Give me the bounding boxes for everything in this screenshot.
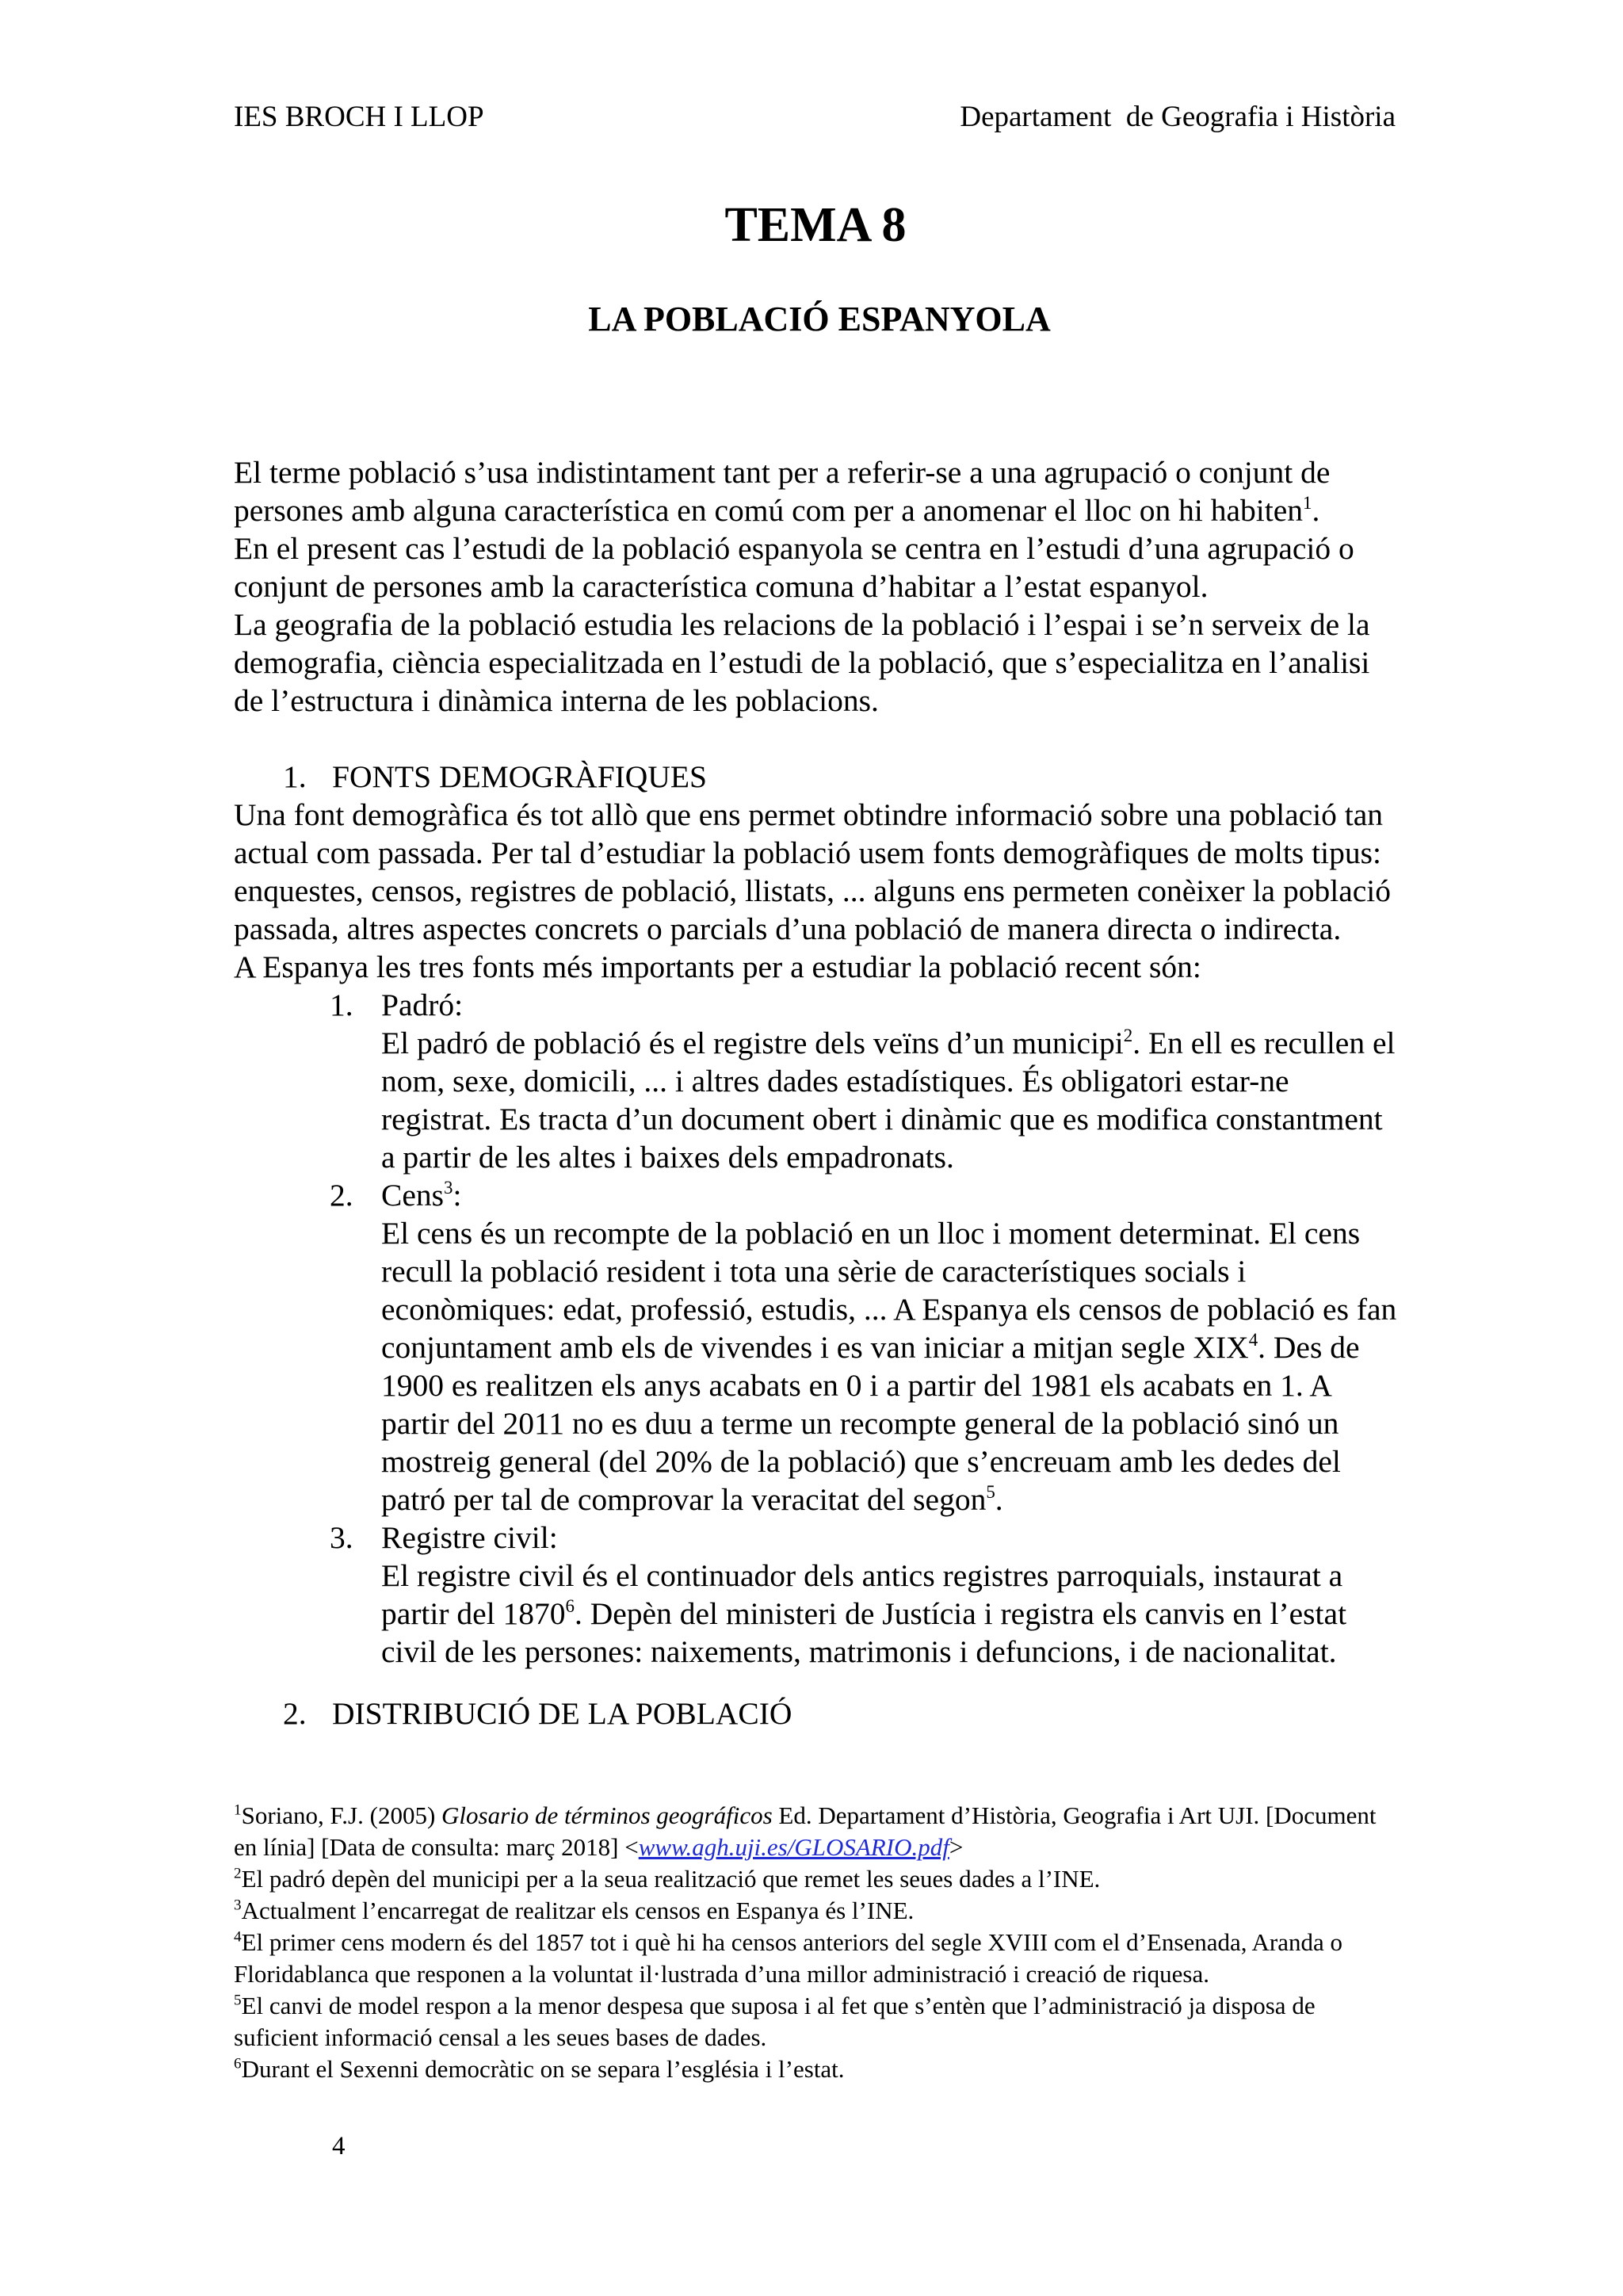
list-item-padro-body: El padró de població és el registre dels veïns d’un municipi$^2$. En ell es recullen el nom, sexe, domicili, ... i altres dades estadístiques. És obligatori estar-ne registrat. Es tracta d’un document obert i dinàmic que es modifica constantment a partir de les altes i baixes dels empadronats. [381,1026,1396,1175]
footnotes [234,1800,1399,2085]
list-item-cens: 2. Cens$^3$: [330,1178,462,1213]
footnote-2: $^2$El padró depèn del municipi per a la seua realització que remet les seues dades a l’INE. [234,1865,1101,1893]
section-1-paragraph-1: Una font demogràfica és tot allò que ens permet obtindre informació sobre una població tan actual com passada. Per tal d’estudiar la població usem fonts demogràfiques de molts tipus: enquestes, censos, registres de població, llistats, ... alguns ens permeten conèixer la població passada, altres aspectes concrets o parcials d’una població de manera directa o indirecta. [234,797,1391,946]
footnote-ref-1: 1 [1303,493,1312,514]
footnote-ref-6: 6 [565,1596,575,1617]
page-subtitle: LA POBLACIÓ ESPANYOLA [588,300,1051,338]
spacer [234,720,1399,758]
list-item-cens-body: El cens és un recompte de la població en un lloc i moment determinat. El cens recull la població resident i tota una sèrie de característiques socials i econòmiques: edat, professió, estudis, ... A Espanya els censos de població es fan conjuntament amb els de vivendes i es van iniciar a mitjan segle XIX$^4$. Des de 1900 es realitzen els anys acabats en 0 i a partir del 1981 els acabats en 1. A partir del 2011 no es duu a terme un recompte general de la població sinó un mostreig general (del 20% de la població) que s’encreuam amb les dedes del patró per tal de comprovar la veracitat del segon$^5$. [381,1216,1397,1517]
footnote-ref-2: 2 [1123,1026,1133,1046]
header-school: IES BROCH I LLOP [234,101,484,133]
footnote-1: $^1$Soriano, F.J. (2005) Glosario de términos geográficos Ed. Departament d’Història, Geografia i Art UJI. [Document en línia] [Data de consulta: març 2018] <www.agh.uji.es/GLOSARIO.pdf> [234,1801,1377,1861]
list-item-registre-civil: 3. Registre civil: [330,1520,558,1555]
document-body [234,453,1399,1733]
footnote-ref-5: 5 [986,1482,995,1503]
footnote-ref-4: 4 [1248,1330,1258,1350]
list-item-registre-civil-body: El registre civil és el continuador dels antics registres parroquials, instaurat a partir del 1870$^6$. Depèn del ministeri de Justícia i registra els canvis en l’estat civil de les persones: naixements, matrimonis i defuncions, i de nacionalitat. [381,1558,1347,1669]
footnote-5: $^5$El canvi de model respon a la menor despesa que suposa i al fet que s’entèn que l’administració ja disposa de suficient informació censal a les seues bases de dades. [234,1992,1316,2051]
section-2-heading: 2. DISTRIBUCIÓ DE LA POBLACIÓ [283,1696,792,1731]
footnote-4: $^4$El primer cens modern és del 1857 tot i què hi ha censos anteriors del segle XVIII com el d’Ensenada, Aranda o Floridablanca que responen a la voluntat il·lustrada d’una millor administració i creació de riquesa. [234,1928,1343,1988]
footnote-ref-3: 3 [444,1178,453,1198]
section-1-heading: 1. FONTS DEMOGRÀFIQUES [283,759,707,794]
page-number: 4 [332,2132,346,2160]
section-1-paragraph-2: A Espanya les tres fonts més importants per a estudiar la població recent són: [234,949,1201,984]
page-title: TEMA 8 [724,198,907,252]
list-item-padro: 1. Padró: [330,988,464,1022]
intro-paragraph-1: El terme població s’usa indistintament tant per a referir-se a una agrupació o conjunt de persones amb alguna característica en comú com per a anomenar el lloc on hi habiten$^1$. [234,455,1331,528]
header-department: Departament de Geografia i Història [960,101,1396,133]
intro-paragraph-2: En el present cas l’estudi de la població espanyola se centra en l’estudi d’una agrupació o conjunt de persones amb la característica comuna d’habitar a l’estat espanyol. [234,531,1354,604]
intro-paragraph-3: La geografia de la població estudia les relacions de la població i l’espai i se’n serveix de la demografia, ciència especialitzada en l’estudi de la població, que s’especialitza en l’analisi de l’estructura i dinàmica interna de les poblacions. [234,607,1370,718]
footnote-3: $^3$Actualment l’encarregat de realitzar els censos en Espanya és l’INE. [234,1897,915,1924]
glossary-link[interactable]: www.agh.uji.es/GLOSARIO.pdf [638,1833,949,1861]
footnote-6: $^6$Durant el Sexenni democràtic on se separa l’església i l’estat. [234,2055,845,2083]
